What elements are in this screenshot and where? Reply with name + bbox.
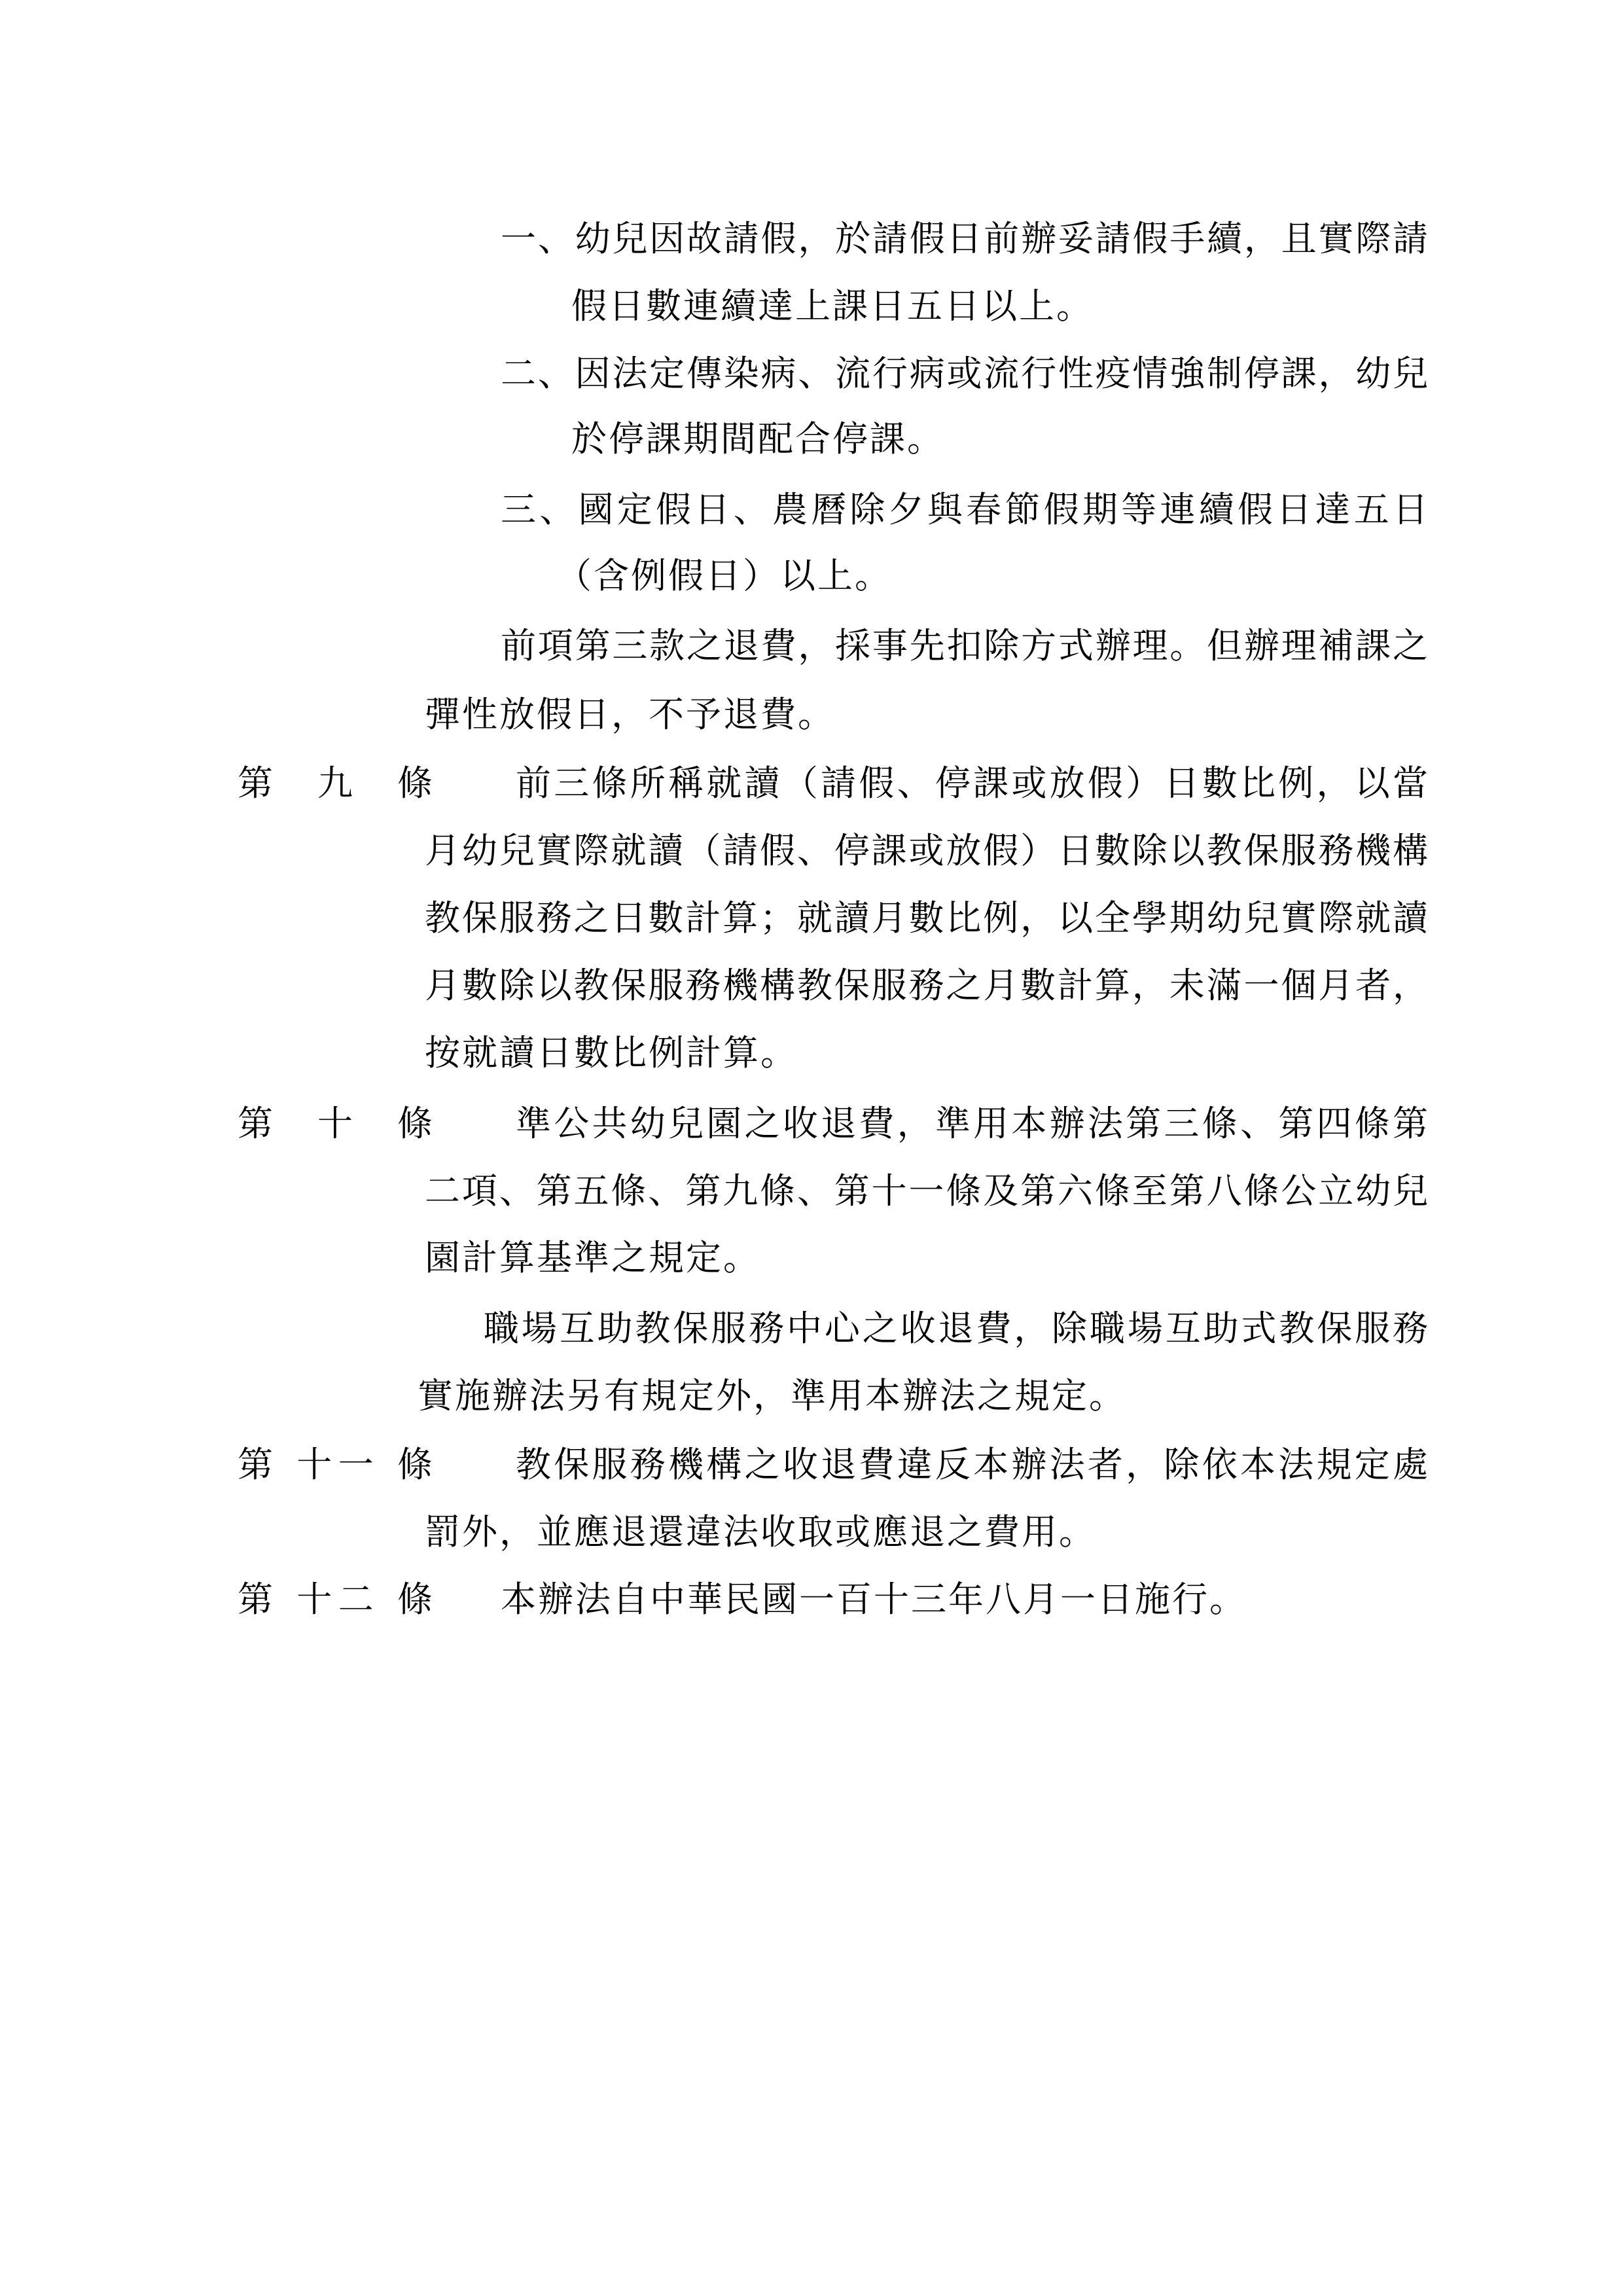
- article-9-label: 第 九 條: [238, 762, 433, 804]
- article-10-p1-line-3: 園計算基準之規定。: [425, 1237, 760, 1278]
- article-10-p2-line-2: 實施辦法另有規定外，準用本辦法之規定。: [418, 1375, 1126, 1416]
- article-11-label: 第 十一 條: [238, 1444, 433, 1485]
- item-2-line-2: 於停課期間配合停課。: [571, 418, 944, 459]
- article-11-line-1: 教保服務機構之收退費違反本辦法者，除依本法規定處: [516, 1444, 1428, 1485]
- item-3-line-1: 三、國定假日、農曆除夕與春節假期等連續假日達五日: [501, 489, 1428, 530]
- article-9-line-4: 月數除以教保服務機構教保服務之月數計算，未滿一個月者，: [425, 965, 1428, 1006]
- item-2-line-1: 二、因法定傳染病、流行病或流行性疫情強制停課，幼兒: [501, 353, 1428, 394]
- item-3-line-2: （含例假日）以上。: [556, 555, 892, 596]
- article-10-label: 第 十 條: [238, 1103, 433, 1144]
- item-1-line-2: 假日數連續達上課日五日以上。: [571, 285, 1094, 327]
- article-10-p1-line-1: 準公共幼兒園之收退費，準用本辦法第三條、第四條第: [516, 1103, 1428, 1144]
- note-line-1: 前項第三款之退費，採事先扣除方式辦理。但辦理補課之: [501, 625, 1428, 666]
- article-10-p1-line-2: 二項、第五條、第九條、第十一條及第六條至第八條公立幼兒: [425, 1170, 1428, 1211]
- article-9-line-5: 按就讀日數比例計算。: [425, 1032, 798, 1073]
- article-9-line-2: 月幼兒實際就讀（請假、停課或放假）日數除以教保服務機構: [425, 830, 1428, 871]
- article-12-line-1: 本辦法自中華民國一百十三年八月一日施行。: [501, 1579, 1247, 1620]
- article-10-p2-line-1: 職場互助教保服務中心之收退費，除職場互助式教保服務: [484, 1308, 1428, 1349]
- article-11-line-2: 罰外，並應退還違法收取或應退之費用。: [425, 1511, 1096, 1552]
- note-line-2: 彈性放假日，不予退費。: [425, 694, 835, 735]
- article-12-label: 第 十二 條: [238, 1579, 433, 1620]
- item-1-line-1: 一、幼兒因故請假，於請假日前辦妥請假手續，且實際請: [501, 218, 1428, 259]
- article-9-line-1: 前三條所稱就讀（請假、停課或放假）日數比例，以當: [516, 762, 1428, 804]
- article-9-line-3: 教保服務之日數計算；就讀月數比例，以全學期幼兒實際就讀: [425, 897, 1428, 939]
